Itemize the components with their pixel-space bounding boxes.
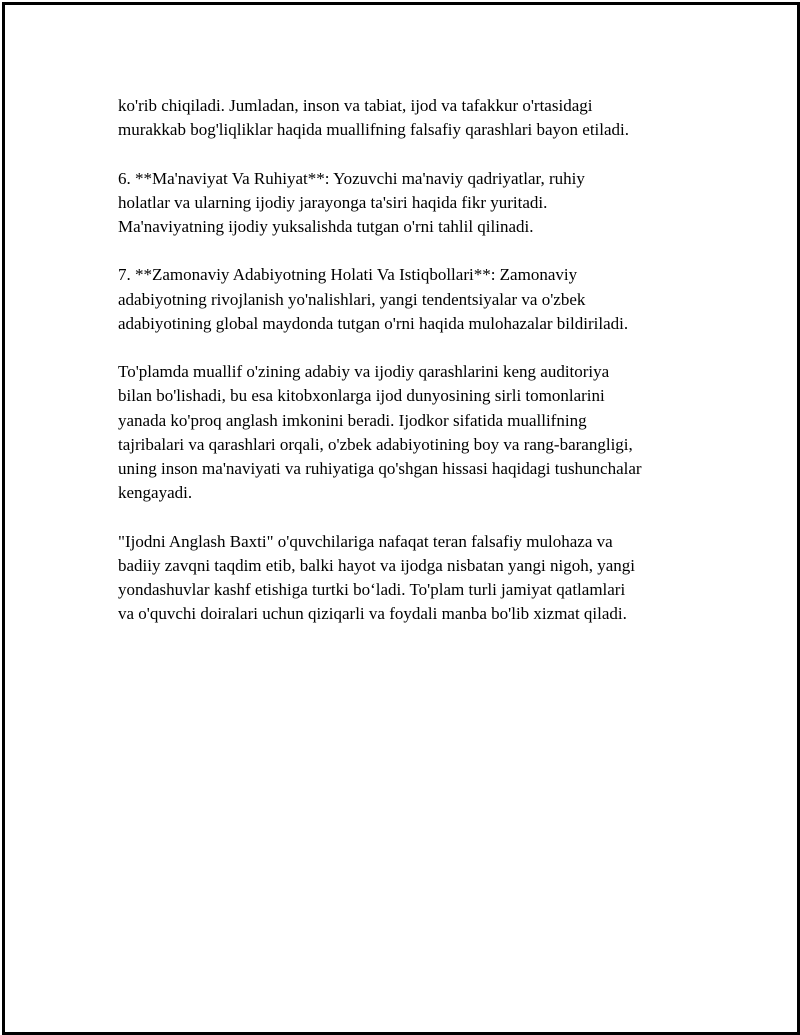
text-line: uning inson ma'naviyati va ruhiyatiga qo'shgan hissasi haqidagi tushunchalar — [118, 459, 642, 478]
text-line: holatlar va ularning ijodiy jarayonga ta'siri haqida fikr yuritadi. — [118, 192, 548, 212]
text-line: badiiy zavqni taqdim etib, balki hayot va ijodga nisbatan yangi nigoh, yangi — [118, 555, 635, 575]
paragraph-item-7 — [118, 263, 698, 336]
text-line: Ma'naviyatning ijodiy yuksalishda tutgan o'rni tahlil qilinadi. — [118, 217, 534, 236]
text-line: ko'rib chiqiladi. Jumladan, inson va tabiat, ijod va tafakkur o'rtasidagi — [118, 96, 593, 115]
paragraph-intro-continuation — [118, 94, 698, 142]
text-line: adabiyotning rivojlanish yo'nalishlari, yangi tendentsiyalar va o'zbek — [118, 289, 586, 309]
text-line: yondashuvlar kashf etishiga turtki bo‘ladi. To'plam turli jamiyat qatlamlari — [118, 580, 626, 599]
paragraph-summary — [118, 360, 698, 505]
text-line: yanada ko'proq anglash imkonini beradi. Ijodkor sifatida muallifning — [118, 410, 587, 430]
text-line: 6. **Ma'naviyat Va Ruhiyat**: Yozuvchi ma'naviy qadriyatlar, ruhiy — [118, 168, 585, 188]
text-line: adabiyotining global maydonda tutgan o'rni haqida mulohazalar bildiriladi. — [118, 313, 629, 333]
text-line: bilan bo'lishadi, bu esa kitobxonlarga ijod dunyosining sirli tomonlarini — [118, 386, 605, 406]
document-body — [118, 94, 698, 651]
text-line: va o'quvchi doiralari uchun qiziqarli va foydali manba bo'lib xizmat qiladi. — [118, 604, 627, 624]
paragraph-conclusion — [118, 530, 698, 627]
text-line: murakkab bog'liqliklar haqida muallifning falsafiy qarashlari bayon etiladi. — [118, 120, 630, 140]
text-line: 7. **Zamonaviy Adabiyotning Holati Va Istiqbollari**: Zamonaviy — [118, 265, 578, 285]
text-line: tajribalari va qarashlari orqali, o'zbek adabiyotining boy va rang-barangligi, — [118, 434, 633, 454]
text-line: kengayadi. — [118, 483, 193, 503]
paragraph-item-6 — [118, 167, 698, 240]
text-line: "Ijodni Anglash Baxti" o'quvchilariga nafaqat teran falsafiy mulohaza va — [118, 531, 613, 551]
text-line: To'plamda muallif o'zining adabiy va ijodiy qarashlarini keng auditoriya — [118, 362, 610, 382]
